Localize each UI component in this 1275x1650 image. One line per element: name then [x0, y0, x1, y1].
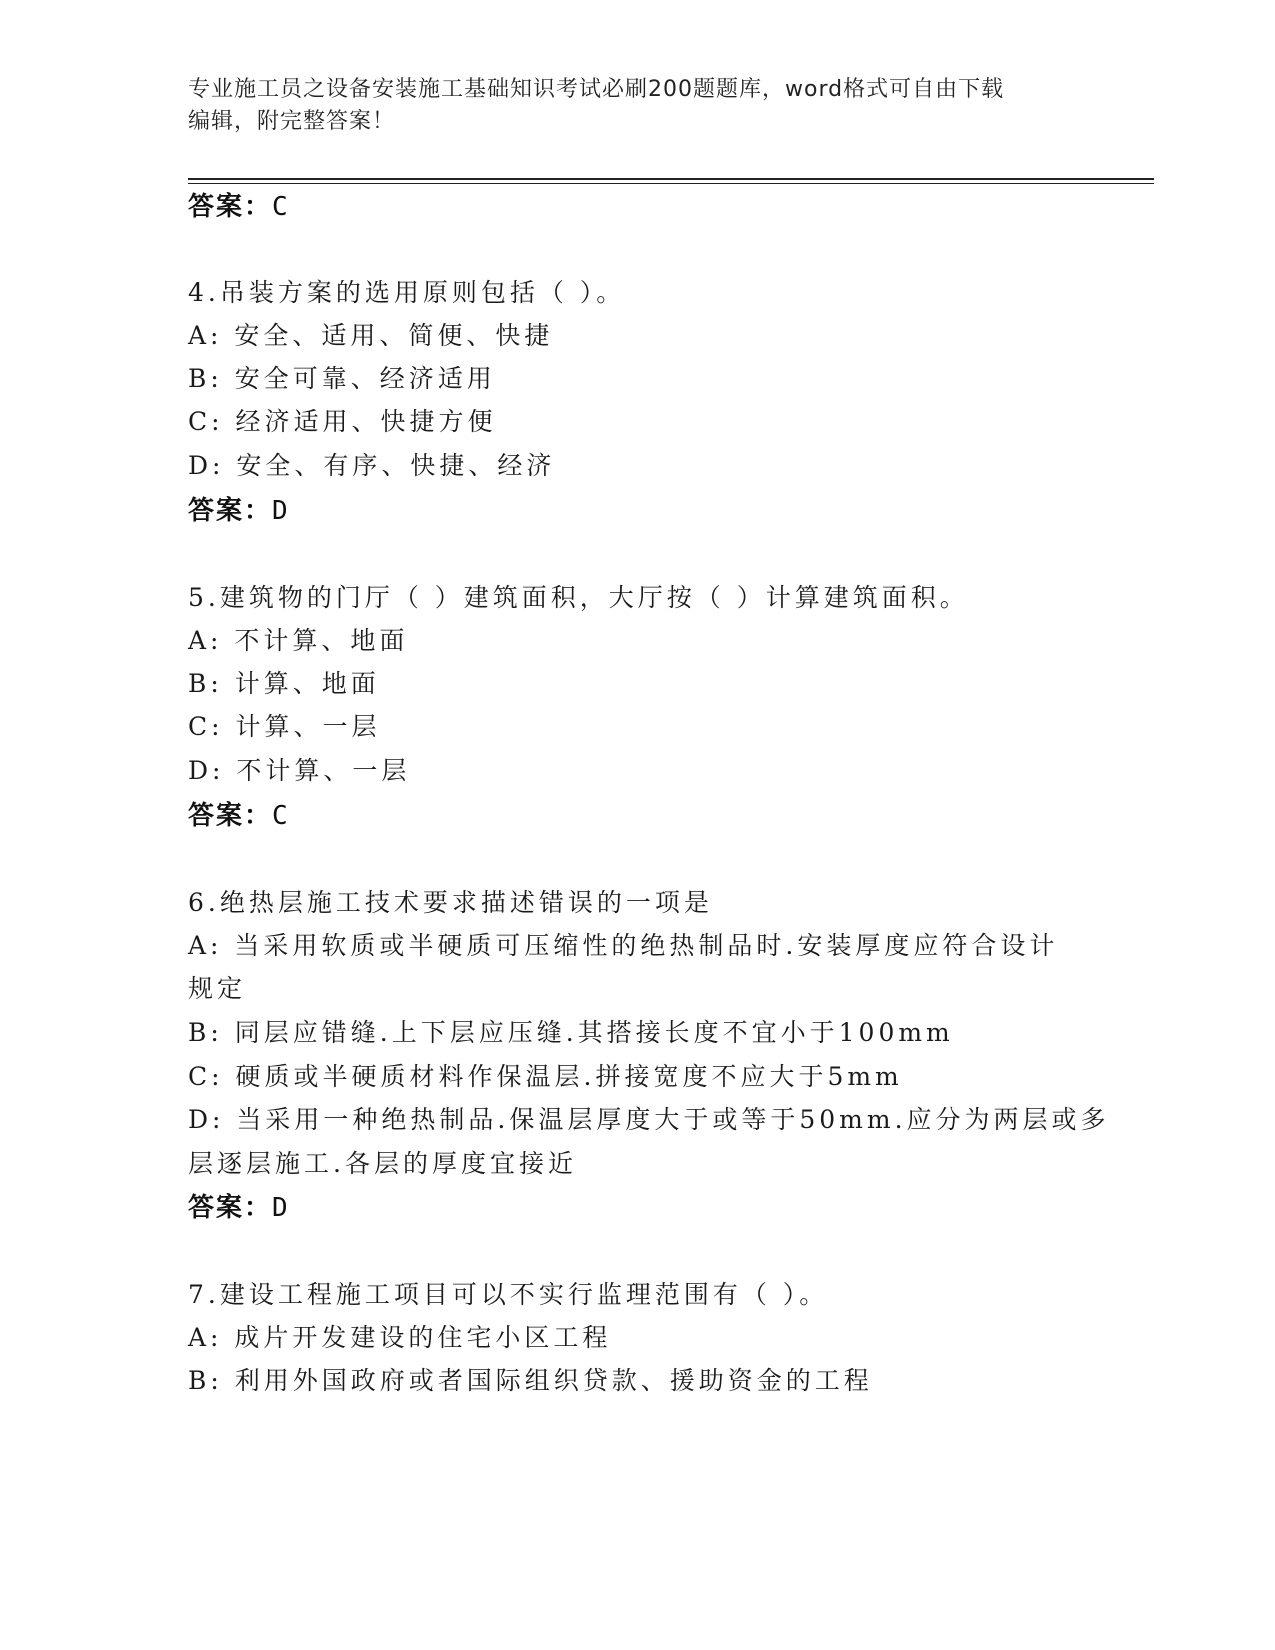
answer-label: 答案： — [188, 496, 273, 526]
document-header — [188, 74, 1068, 138]
option-a: A: 成片开发建设的住宅小区工程 — [188, 1323, 612, 1352]
header-line-2: 编辑，附完整答案！ — [188, 109, 396, 134]
answer-value: C — [272, 192, 290, 222]
answer-label: 答案： — [188, 1193, 273, 1223]
option-c: C: 硬质或半硬质材料作保温层.拼接宽度不应大于5mm — [188, 1062, 903, 1091]
question-stem: 5.建筑物的门厅（ ）建筑面积，大厅按（ ）计算建筑面积。 — [188, 583, 969, 612]
question-stem: 6.绝热层施工技术要求描述错误的一项是 — [188, 888, 713, 917]
answer-label: 答案： — [188, 192, 273, 222]
option-d: D: 不计算、一层 — [188, 756, 411, 785]
header-divider — [188, 178, 1154, 180]
header-line-1: 专业施工员之设备安装施工基础知识考试必刷200题题库，word格式可自由下载 — [188, 77, 1005, 102]
question-stem: 4.吊装方案的选用原则包括（ ）。 — [188, 278, 626, 307]
option-d: D: 安全、有序、快捷、经济 — [188, 451, 556, 480]
answer-line — [188, 186, 290, 223]
option-b: B: 安全可靠、经济适用 — [188, 364, 496, 393]
answer-line — [188, 490, 290, 527]
answer-label: 答案： — [188, 801, 273, 831]
option-a: A: 当采用软质或半硬质可压缩性的绝热制品时.安装厚度应符合设计 — [188, 931, 1059, 960]
option-b: B: 利用外国政府或者国际组织贷款、援助资金的工程 — [188, 1366, 873, 1395]
answer-line — [188, 1187, 290, 1224]
header-divider-thin — [188, 183, 1154, 184]
answer-line — [188, 795, 290, 832]
option-b: B: 计算、地面 — [188, 669, 380, 698]
option-a: A: 安全、适用、简便、快捷 — [188, 321, 554, 350]
answer-value: D — [272, 1193, 290, 1223]
question-stem: 7.建设工程施工项目可以不实行监理范围有（ ）。 — [188, 1280, 829, 1309]
option-a-continued: 规定 — [188, 974, 247, 1003]
answer-value: C — [272, 801, 290, 831]
option-c: C: 经济适用、快捷方便 — [188, 407, 497, 436]
option-d: D: 当采用一种绝热制品.保温层厚度大于或等于50mm.应分为两层或多 — [188, 1105, 1110, 1134]
option-b: B: 同层应错缝.上下层应压缝.其搭接长度不宜小于100mm — [188, 1018, 954, 1047]
answer-value: D — [272, 496, 290, 526]
option-c: C: 计算、一层 — [188, 712, 381, 741]
option-d-continued: 层逐层施工.各层的厚度宜接近 — [188, 1149, 577, 1178]
option-a: A: 不计算、地面 — [188, 626, 409, 655]
